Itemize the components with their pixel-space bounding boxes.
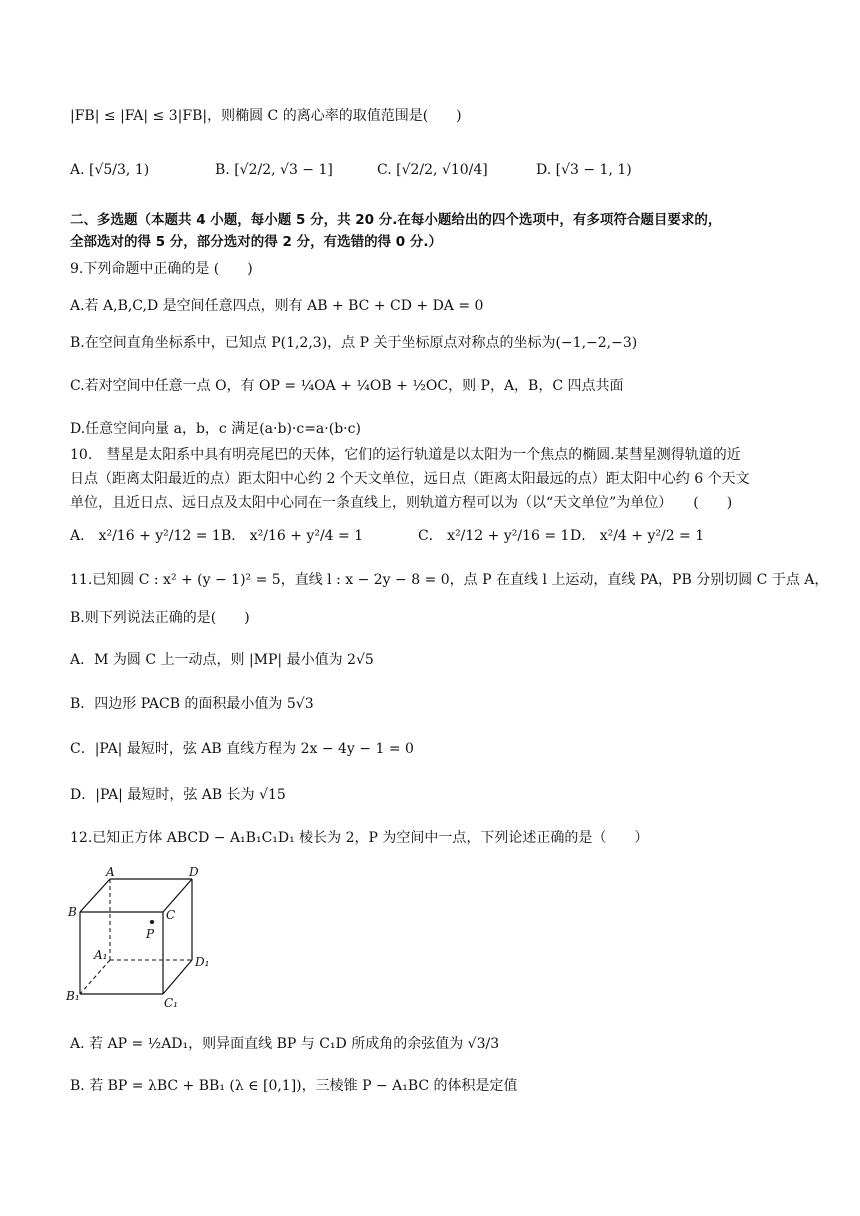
q9-option-d: D.任意空间向量 a，b，c 满足(a·b)·c=a·(b·c) [70, 421, 361, 437]
q10-option-d [570, 526, 704, 546]
q11-stem-line2: B.则下列说法正确的是( ) [70, 610, 250, 626]
q11-option-b: B．四边形 PACB 的面积最小值为 5√3 [70, 696, 314, 712]
point-p-dot [150, 920, 154, 924]
label-d: D [189, 865, 199, 879]
q12-option-a: A. 若 AP = ½AD₁，则异面直线 BP 与 C₁D 所成角的余弦值为 √3/3 [70, 1036, 500, 1052]
q9-option-b: B.在空间直角坐标系中，已知点 P(1,2,3)，点 P 关于坐标原点对称点的坐标为(−1,−2,−3) [70, 335, 638, 351]
q10-option-a-text: x²/16 + y²/12 = 1 [98, 528, 221, 544]
q9-option-a: A.若 A,B,C,D 是空间任意四点，则有 AB + BC + CD + DA = 0 [70, 298, 484, 314]
q8-option-d-text: [√3 − 1, 1) [555, 162, 632, 178]
q8-option-c-label: C. [377, 162, 392, 178]
q8-option-c-text: [√2/2, √10/4] [396, 162, 488, 178]
q10-option-a-label: A． [70, 528, 95, 544]
q10-option-b [221, 526, 363, 546]
label-a1: A₁ [94, 948, 108, 962]
q8-option-a [70, 160, 149, 180]
label-d1: D₁ [195, 955, 210, 969]
q10-option-c [418, 526, 569, 546]
q12-option-b: B. 若 BP = λBC + BB₁ (λ ∈ [0,1])，三棱锥 P − A₁BC 的体积是定值 [70, 1078, 518, 1094]
q10-stem-line2: 日点（距离太阳最近的点）距太阳中心约 2 个天文单位，远日点（距离太阳最远的点）距太阳中心约 6 个天文 [70, 471, 750, 487]
label-b1: B₁ [66, 989, 80, 1003]
q10-option-a [70, 526, 221, 546]
q10-option-b-text: x²/16 + y²/4 = 1 [249, 528, 364, 544]
q10-option-d-text: x²/4 + y²/2 = 1 [599, 528, 705, 544]
label-c: C [166, 908, 176, 922]
section-2-header-line1: 二、多选题（本题共 4 小题，每小题 5 分，共 20 分.在每小题给出的四个选项中，有多项符合题目要求的， [70, 212, 722, 228]
edge-A1B1-hidden [80, 960, 110, 994]
cube-figure [66, 864, 216, 1014]
label-p: P [146, 927, 155, 941]
q8-option-d-label: D. [536, 162, 552, 178]
q10-option-b-label: B． [221, 528, 246, 544]
q8-option-d [536, 160, 632, 180]
label-b: B [68, 905, 77, 919]
edge-C1D1 [163, 960, 192, 994]
q10-option-d-label: D． [570, 528, 596, 544]
q8-option-b-text: [√2/2, √3 − 1] [234, 162, 333, 178]
q11-option-d: D．|PA| 最短时，弦 AB 长为 √15 [70, 787, 286, 803]
q8-option-b [215, 160, 333, 180]
label-c1: C₁ [164, 996, 178, 1010]
label-a: A [106, 865, 115, 879]
q10-stem-line3: 单位，且近日点、远日点及太阳中心同在一条直线上，则轨道方程可以为（以“天文单位”为单位） ( ) [70, 495, 733, 511]
q10-stem-line1: 10. 彗星是太阳系中具有明亮尾巴的天体，它们的运行轨道是以太阳为一个焦点的椭圆.某彗星测得轨道的近 [70, 447, 741, 463]
q9-option-c: C.若对空间中任意一点 O，有 OP = ¼OA + ¼OB + ½OC，则 P，A，B，C 四点共面 [70, 378, 624, 394]
section-2-header-line2: 全部选对的得 5 分，部分选对的得 2 分，有选错的得 0 分.） [70, 234, 443, 250]
q11-option-a: A．M 为圆 C 上一动点，则 |MP| 最小值为 2√5 [70, 652, 374, 668]
q11-option-c: C．|PA| 最短时，弦 AB 直线方程为 2x − 4y − 1 = 0 [70, 741, 414, 757]
q11-stem-line1: 11.已知圆 C : x² + (y − 1)² = 5，直线 l : x − 2y − 8 = 0，点 P 在直线 l 上运动，直线 PA，PB 分别切圆 C 于点 A， [70, 572, 829, 588]
q12-stem: 12.已知正方体 ABCD − A₁B₁C₁D₁ 棱长为 2，P 为空间中一点，下列论述正确的是（ ） [70, 830, 649, 846]
edge-AB [80, 879, 110, 912]
q10-option-c-text: x²/12 + y²/16 = 1 [447, 528, 570, 544]
q8-option-b-label: B. [215, 162, 230, 178]
q9-stem: 9.下列命题中正确的是 ( ) [70, 261, 253, 277]
q8-stem-tail: |FB| ≤ |FA| ≤ 3|FB|，则椭圆 C 的离心率的取值范围是( ) [70, 108, 462, 124]
q10-option-c-label: C． [418, 528, 443, 544]
q8-option-c [377, 160, 488, 180]
q8-option-a-text: [√5/3, 1) [89, 162, 150, 178]
q8-option-a-label: A. [70, 162, 85, 178]
